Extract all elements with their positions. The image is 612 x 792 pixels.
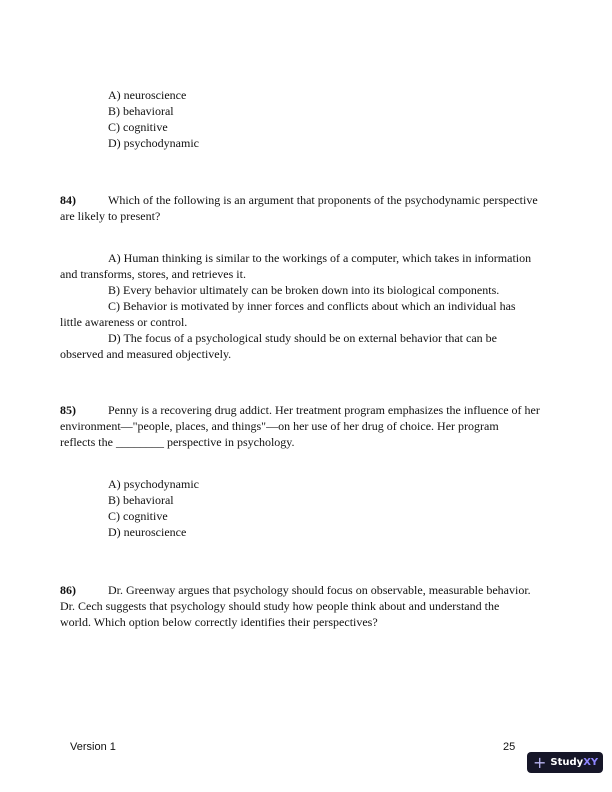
page-number: 25 [503,741,516,753]
option: D) psychodynamic [108,136,199,150]
option: A) Human thinking is similar to the workings of a computer, which takes in information [108,251,532,265]
question-text: reflects the ________ perspective in psychology. [60,435,295,449]
question-text: world. Which option below correctly identifies their perspectives? [60,615,378,629]
option: B) behavioral [108,104,174,118]
option: C) cognitive [108,509,168,523]
question-number: 84) [60,193,76,207]
footer-version: Version 1 [70,741,116,753]
question-text: Dr. Greenway argues that psychology should focus on observable, measurable behavior. [108,583,531,597]
option: little awareness or control. [60,315,188,329]
option: A) neuroscience [108,88,187,102]
plus-icon: + [533,752,547,772]
option: and transforms, stores, and retrieves it. [60,267,246,281]
question-text: Which of the following is an argument that proponents of the psychodynamic perspective [108,193,538,207]
option: B) behavioral [108,493,174,507]
option: C) Behavior is motivated by inner forces and conflicts about which an individual has [108,299,516,313]
option: D) neuroscience [108,525,187,539]
question-number: 85) [60,403,76,417]
question-text: environment—"people, places, and things"—on her use of her drug of choice. Her program [60,419,499,433]
question-number: 86) [60,583,76,597]
option: A) psychodynamic [108,477,199,491]
studyxy-badge[interactable] [527,752,603,773]
badge-brand: Study [550,757,584,768]
question-text: are likely to present? [60,209,161,223]
question-text: Penny is a recovering drug addict. Her treatment program emphasizes the influence of her [108,403,540,417]
question-text: Dr. Cech suggests that psychology should study how people think about and understand the [60,599,500,613]
option: C) cognitive [108,120,168,134]
option: B) Every behavior ultimately can be broken down into its biological components. [108,283,500,297]
option: D) The focus of a psychological study should be on external behavior that can be [108,331,497,345]
badge-brand-accent: XY [583,757,599,768]
option: observed and measured objectively. [60,347,232,361]
